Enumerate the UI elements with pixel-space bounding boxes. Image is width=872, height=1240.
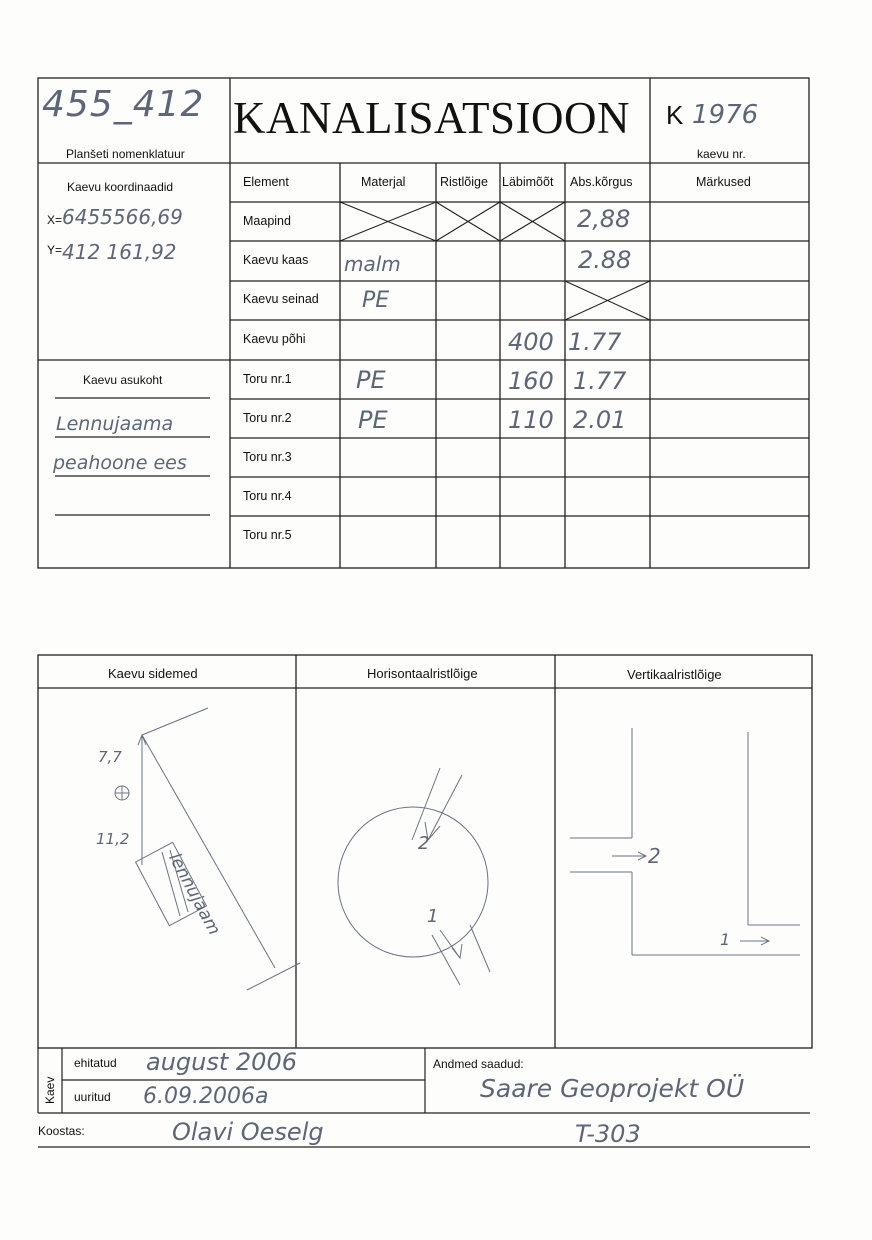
cell-kaevu-seinad-materjal: PE — [362, 288, 390, 313]
building-label: lennujaam — [164, 850, 225, 939]
dim-lower: 11,2 — [96, 830, 130, 848]
built-value: august 2006 — [146, 1048, 297, 1076]
dim-upper: 7,7 — [98, 748, 122, 766]
document-code: T-303 — [575, 1120, 641, 1148]
cell-toru1-abs: 1.77 — [573, 367, 627, 395]
horizontal-section-title: Horisontaalristlõige — [367, 666, 478, 681]
row-element-toru-2: Toru nr.2 — [243, 411, 292, 425]
surveyed-label: uuritud — [74, 1090, 111, 1104]
composed-value: Olavi Oeselg — [172, 1118, 324, 1146]
sheet-nomenclature-label: Planšeti nomenklatuur — [66, 147, 185, 161]
page-title: KANALISATSIOON — [233, 93, 630, 143]
col-header-abs-korgus: Abs.kõrgus — [570, 175, 633, 189]
data-from-label: Andmed saadud: — [433, 1057, 524, 1071]
col-header-materjal: Materjal — [361, 175, 406, 189]
y-label: Y= — [47, 243, 63, 257]
cell-maapind-abs: 2,88 — [577, 205, 631, 233]
well-prefix: K — [666, 100, 684, 130]
pipe-in-label-vertical: 2 — [648, 844, 661, 868]
row-element-toru-1: Toru nr.1 — [243, 372, 292, 386]
surveyed-value: 6.09.2006a — [143, 1084, 269, 1109]
well-circle — [338, 807, 488, 957]
y-value: 412 161,92 — [62, 240, 177, 264]
well-number-value: 1976 — [692, 100, 759, 130]
vertical-section-title: Vertikaalristlõige — [627, 667, 722, 682]
col-header-markused: Märkused — [696, 175, 751, 189]
well-side-label: Kaev — [43, 1076, 57, 1104]
links-title: Kaevu sidemed — [108, 666, 198, 681]
sheet-nomenclature-value: 455_412 — [42, 84, 205, 125]
cell-toru2-labimoot: 110 — [508, 406, 554, 434]
x-label: X= — [47, 213, 63, 227]
pipe-out-label-horizontal: 1 — [427, 906, 439, 927]
col-header-element: Element — [243, 175, 289, 189]
col-header-ristloige: Ristlõige — [440, 175, 488, 189]
location-label: Kaevu asukoht — [83, 373, 163, 387]
x-value: 6455566,69 — [62, 205, 183, 229]
row-element-kaevu-seinad: Kaevu seinad — [243, 292, 319, 306]
composed-label: Koostas: — [38, 1124, 85, 1138]
pipe-in-label-horizontal: 2 — [418, 833, 430, 854]
cell-kaevu-kaas-abs: 2.88 — [578, 246, 632, 274]
pipe-out-label-vertical: 1 — [720, 930, 731, 949]
cell-toru2-materjal: PE — [358, 406, 388, 434]
built-label: ehitatud — [74, 1056, 117, 1070]
row-element-kaevu-pohi: Kaevu põhi — [243, 332, 306, 346]
data-from-value: Saare Geoprojekt OÜ — [480, 1074, 745, 1103]
row-element-toru-3: Toru nr.3 — [243, 450, 292, 464]
cell-toru1-labimoot: 160 — [508, 367, 554, 395]
well-number-label: kaevu nr. — [697, 147, 746, 161]
cell-kaevu-pohi-abs: 1.77 — [568, 328, 622, 356]
cell-kaevu-kaas-materjal: malm — [344, 252, 401, 276]
row-element-toru-4: Toru nr.4 — [243, 489, 292, 503]
col-header-labimoot: Läbimõõt — [502, 175, 554, 189]
location-line2: peahoone ees — [53, 452, 187, 474]
coordinates-label: Kaevu koordinaadid — [67, 180, 174, 194]
row-element-kaevu-kaas: Kaevu kaas — [243, 253, 309, 267]
row-element-toru-5: Toru nr.5 — [243, 528, 292, 542]
cell-toru2-abs: 2.01 — [573, 406, 627, 434]
location-line1: Lennujaama — [56, 413, 174, 435]
cell-toru1-materjal: PE — [356, 366, 386, 394]
row-element-maapind: Maapind — [243, 214, 291, 228]
ref-line-top — [142, 708, 208, 735]
cell-kaevu-pohi-labimoot: 400 — [508, 328, 554, 356]
